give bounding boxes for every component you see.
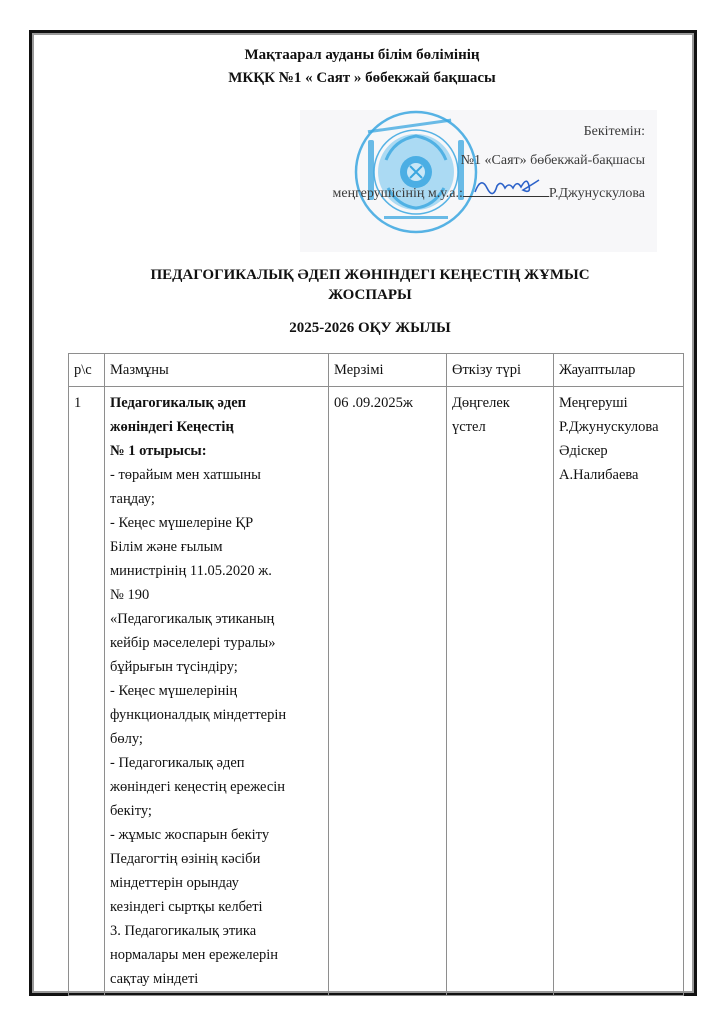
official-seal-icon	[354, 110, 478, 234]
header-date: Мерзімі	[329, 354, 447, 387]
content-line: кезіндегі сыртқы келбеті	[110, 899, 263, 915]
meeting-title-line: Педагогикалық әдеп	[110, 395, 247, 411]
content-line: кейбір мәселелері туралы»	[110, 635, 276, 651]
table-row	[69, 387, 684, 996]
approval-organization: №1 «Саят» бөбекжай-бақшасы	[460, 153, 645, 168]
header-responsible: Жауаптылар	[554, 354, 684, 387]
content-line: - Кеңес мүшелеріне ҚР	[110, 515, 254, 531]
row-date: 06 .09.2025ж	[329, 387, 447, 996]
header-format: Өткізу түрі	[447, 354, 554, 387]
responsible-line: Р.Джунускулова	[559, 419, 659, 435]
content-line: сақтау міндеті	[110, 971, 199, 987]
content-line: бөлу;	[110, 731, 143, 747]
academic-year: 2025-2026 ОҚУ ЖЫЛЫ	[289, 320, 451, 336]
row-responsible	[554, 387, 684, 996]
format-line: үстел	[452, 419, 486, 435]
content-line: таңдау;	[110, 491, 155, 507]
header-number: р\с	[69, 354, 105, 387]
content-line: - жұмыс жоспарын бекіту	[110, 827, 270, 843]
approval-label: Бекітемін:	[583, 124, 645, 139]
row-content	[105, 387, 329, 996]
row-format	[447, 387, 554, 996]
content-line: бекіту;	[110, 803, 152, 819]
content-line: - төрайым мен хатшыны	[110, 467, 261, 483]
content-line: Білім және ғылым	[110, 539, 223, 555]
content-line: «Педагогикалық этиканың	[110, 611, 275, 627]
approval-position: меңгерушісінің м.у.а.:	[332, 186, 463, 201]
responsible-line: Меңгеруші	[559, 395, 628, 411]
content-line: № 190	[110, 587, 150, 603]
document-header	[32, 44, 692, 90]
content-line: 3. Педагогикалық этика	[110, 923, 257, 939]
responsible-line: А.Налибаева	[559, 467, 639, 483]
content-line: - Кеңес мүшелерінің	[110, 683, 238, 699]
content-line: бұйрығын түсіндіру;	[110, 659, 238, 675]
meeting-title-line: № 1 отырысы:	[110, 443, 207, 459]
signature-line	[463, 182, 549, 197]
header-department: Мақтаарал ауданы білім бөлімінің	[244, 47, 480, 63]
approval-name: Р.Джунускулова	[548, 186, 645, 201]
content-line: Педагогтің өзінің кәсіби	[110, 851, 261, 867]
approval-block	[300, 110, 657, 252]
header-content: Мазмұны	[105, 354, 329, 387]
content-line: жөніндегі кеңестің ережесін	[110, 779, 286, 795]
signature-icon	[471, 174, 541, 198]
approval-signatory	[333, 182, 645, 202]
table-header-row	[69, 354, 684, 387]
title-line-2: ЖОСПАРЫ	[328, 287, 412, 303]
title-line-1: ПЕДАГОГИКАЛЫҚ ӘДЕП ЖӨНІНДЕГІ КЕҢЕСТІҢ ЖҰМЫС	[150, 267, 590, 283]
document-title	[60, 265, 680, 305]
responsible-line: Әдіскер	[559, 443, 608, 459]
content-line: - Педагогикалық әдеп	[110, 755, 245, 771]
content-line: функционалдық міндеттерін	[110, 707, 287, 723]
format-line: Дөңгелек	[452, 395, 510, 411]
meeting-title-line: жөніндегі Кеңестің	[110, 419, 234, 435]
row-number: 1	[69, 387, 105, 996]
content-line: министрінің 11.05.2020 ж.	[110, 563, 272, 579]
work-plan-table	[68, 353, 684, 996]
content-line: нормалары мен ережелерін	[110, 947, 279, 963]
header-kindergarten: МКҚК №1 « Саят » бөбекжай бақшасы	[228, 70, 496, 86]
content-line: міндеттерін орындау	[110, 875, 239, 891]
